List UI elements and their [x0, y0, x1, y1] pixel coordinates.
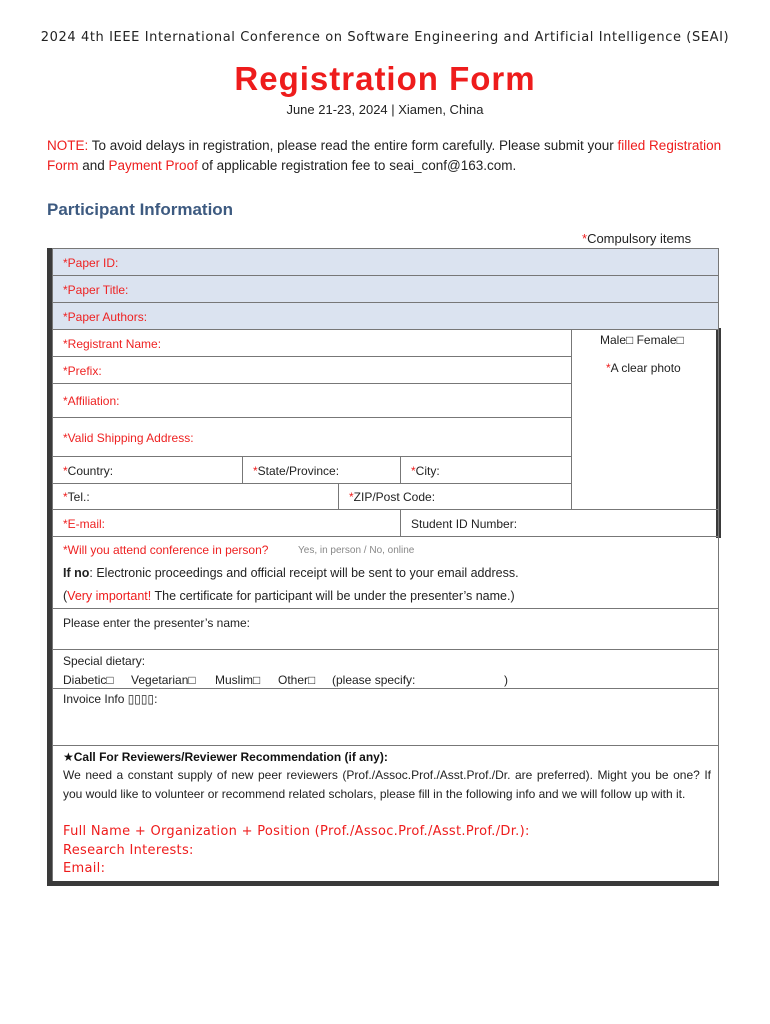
paper-id-label: *Paper ID:: [63, 256, 119, 270]
registrant-name-field[interactable]: [52, 329, 572, 357]
city-star: *: [411, 464, 416, 478]
paper-id-row[interactable]: [52, 248, 719, 276]
gender-options[interactable]: Male□ Female□: [600, 333, 684, 347]
prefix-field[interactable]: [52, 356, 572, 384]
certificate-note: [63, 589, 515, 603]
student-id-label: Student ID Number:: [411, 517, 518, 531]
affiliation-label: *Affiliation:: [63, 394, 120, 408]
attendance-options[interactable]: Yes, in person / No, online: [298, 545, 415, 556]
photo-text: A clear photo: [610, 361, 681, 375]
dietary-close: ): [504, 673, 508, 687]
country-field[interactable]: [52, 456, 243, 484]
affiliation-field[interactable]: [52, 383, 572, 418]
reviewer-email-line[interactable]: Email:: [63, 861, 106, 876]
email-field[interactable]: [52, 509, 401, 537]
section-title: Participant Information: [47, 200, 234, 219]
state-text: State/Province:: [257, 464, 340, 478]
paper-title-label: *Paper Title:: [63, 283, 129, 297]
very-important: Very important!: [67, 589, 152, 603]
dietary-block: [52, 649, 719, 689]
page-title: Registration Form: [234, 60, 536, 97]
paper-authors-label: *Paper Authors:: [63, 310, 148, 324]
dietary-label: Special dietary:: [63, 654, 146, 668]
shipping-address-field[interactable]: [52, 417, 572, 457]
dietary-diabetic[interactable]: Diabetic□: [63, 673, 114, 687]
zip-star: *: [349, 490, 354, 504]
form-frame-bottom: [47, 881, 719, 886]
tel-label: [63, 490, 90, 504]
paper-title-row[interactable]: [52, 275, 719, 303]
conference-name: 2024 4th IEEE International Conference on Software Engineering and Artificial Intelligence (SEAI): [40, 30, 730, 45]
attendance-block: [52, 536, 719, 609]
photo-box[interactable]: [571, 329, 719, 510]
registrant-name-label: *Registrant Name:: [63, 337, 162, 351]
compulsory-star: *: [582, 231, 588, 246]
paper-authors-row[interactable]: [52, 302, 719, 330]
attendance-question: *Will you attend conference in person?: [63, 543, 269, 557]
tel-text: Tel.:: [67, 490, 90, 504]
zip-text: ZIP/Post Code:: [353, 490, 436, 504]
zip-field[interactable]: [338, 483, 572, 510]
certificate-text: The certificate for participant will be under the presenter’s name.): [151, 589, 515, 603]
country-star: *: [63, 464, 68, 478]
photo-star: *: [606, 361, 611, 375]
city-text: City:: [415, 464, 440, 478]
invoice-label: Invoice Info ▯▯▯▯:: [63, 692, 158, 706]
note-paragraph: [47, 136, 727, 176]
compulsory-label: Compulsory items: [587, 231, 692, 246]
note-text-1: To avoid delays in registration, please read the entire form carefully. Please submit your: [88, 138, 618, 153]
email-label: *E-mail:: [63, 517, 106, 531]
city-field[interactable]: [400, 456, 572, 484]
tel-star: *: [63, 490, 68, 504]
student-id-field[interactable]: [400, 509, 719, 537]
reviewer-name-line[interactable]: Full Name + Organization + Position (Prof./Assoc.Prof./Asst.Prof./Dr.):: [63, 824, 530, 839]
tel-field[interactable]: [52, 483, 339, 510]
note-filled-form: filled Registration Form: [47, 138, 722, 173]
photo-label: [606, 361, 681, 375]
if-no-text: : Electronic proceedings and official receipt will be sent to your email address.: [89, 566, 519, 580]
note-prefix: NOTE:: [47, 138, 89, 153]
state-label: [253, 464, 339, 478]
prefix-label: *Prefix:: [63, 364, 102, 378]
if-no-bold: If no: [63, 566, 90, 580]
invoice-field[interactable]: [52, 688, 719, 746]
state-field[interactable]: [242, 456, 401, 484]
state-star: *: [253, 464, 258, 478]
country-label: [63, 464, 113, 478]
note-payment-proof: Payment Proof: [108, 158, 198, 173]
zip-label: [349, 490, 435, 504]
reviewer-interests-line[interactable]: Research Interests:: [63, 843, 194, 858]
dietary-specify[interactable]: (please specify:: [332, 673, 416, 687]
presenter-label: Please enter the presenter’s name:: [63, 616, 251, 630]
dietary-muslim[interactable]: Muslim□: [215, 673, 261, 687]
note-and: and: [78, 158, 109, 173]
open-paren: (: [63, 589, 68, 603]
date-location: June 21-23, 2024 | Xiamen, China: [286, 102, 484, 117]
reviewers-heading: ★Call For Reviewers/Reviewer Recommendation (if any):: [63, 750, 388, 764]
reviewers-block: [52, 745, 719, 882]
shipping-address-label: *Valid Shipping Address:: [63, 431, 194, 445]
country-text: Country:: [67, 464, 114, 478]
presenter-name-field[interactable]: [52, 608, 719, 650]
reviewers-text: We need a constant supply of new peer reviewers (Prof./Assoc.Prof./Asst.Prof./Dr. are preferred). Might you be one? If you would like to volunteer or recommend related scholars, please fill in the following info and we will follow up with it.: [63, 768, 711, 801]
city-label: [411, 464, 440, 478]
if-no-note: [63, 566, 519, 580]
compulsory-note: [582, 231, 691, 246]
dietary-other[interactable]: Other□: [278, 673, 316, 687]
note-text-2: of applicable registration fee to seai_conf@163.com.: [197, 158, 517, 173]
dietary-vegetarian[interactable]: Vegetarian□: [131, 673, 196, 687]
